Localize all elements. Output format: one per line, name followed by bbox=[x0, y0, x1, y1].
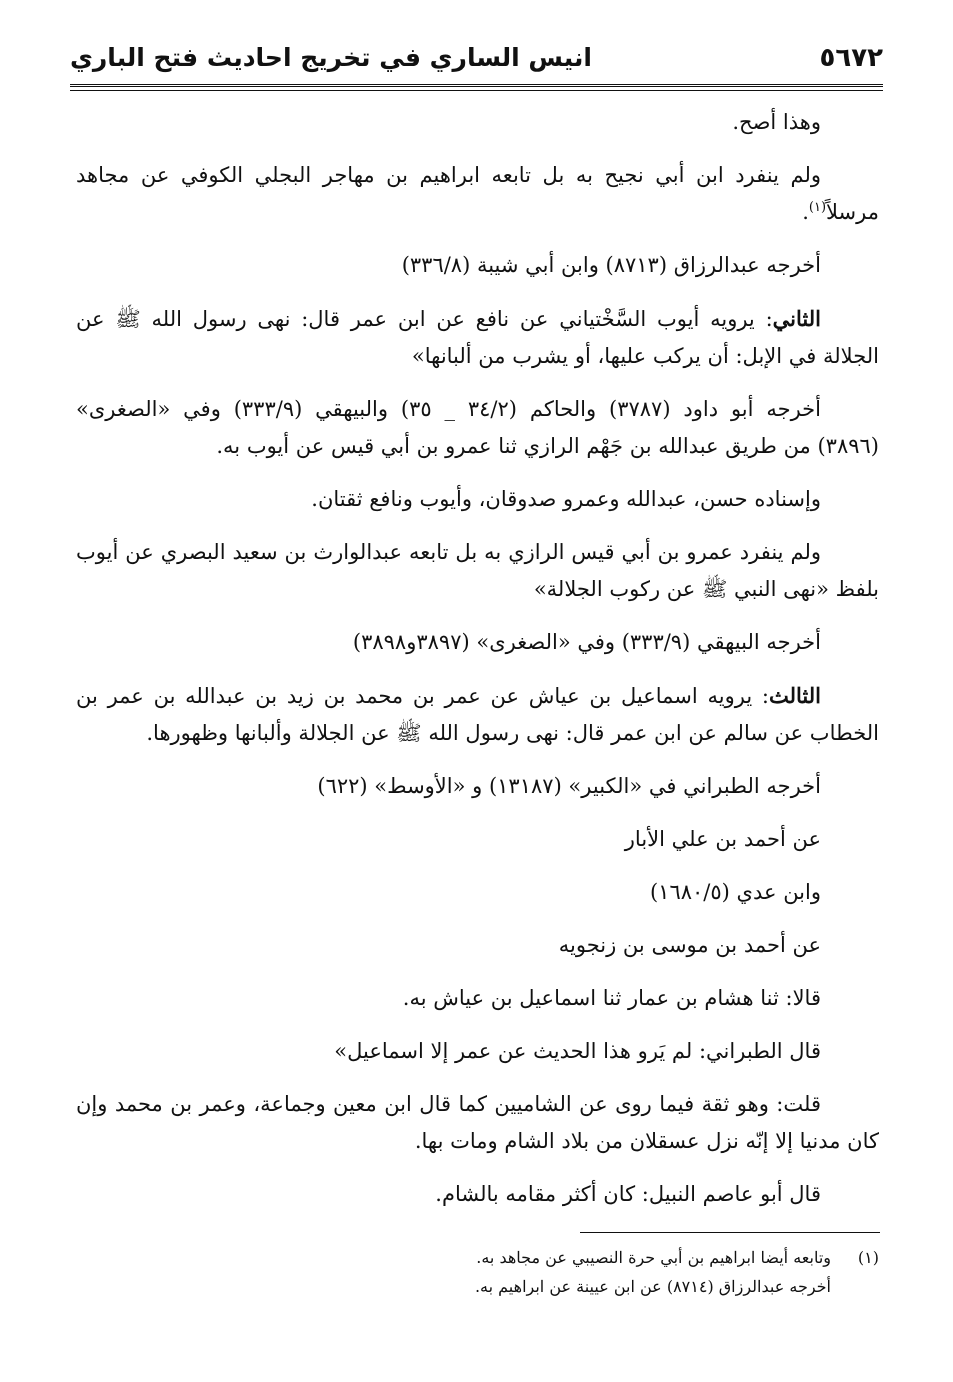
footnote-ref[interactable]: (١) bbox=[808, 200, 827, 215]
page-header bbox=[70, 38, 883, 82]
footnote-number: (١) bbox=[857, 1248, 879, 1267]
paragraph-15: قال الطبراني: لم يَرو هذا الحديث عن عمر إلا اسماعيل» bbox=[334, 1039, 821, 1063]
footnote-1: (١)وتابعه أيضا ابراهيم بن أبي حرة النصيبي عن مجاهد به. bbox=[120, 1243, 879, 1272]
running-title: انيس الساري في تخريج احاديث فتح الباري bbox=[70, 43, 592, 72]
paragraph-13: عن أحمد بن موسى بن زنجويه bbox=[558, 933, 821, 957]
paragraph-4: الثاني: يرويه أيوب السَّخْتياني عن نافع عن ابن عمر قال: نهى رسول الله ﷺ عن الجلالة في الإبل: أن يركب عليها، أو يشرب من ألبانها» bbox=[76, 306, 879, 368]
footnote-1-continued: أخرجه عبدالرزاق (٨٧١٤) عن ابن عيينة عن ابراهيم به. bbox=[474, 1277, 831, 1296]
paragraph-10: أخرجه الطبراني في «الكبير» (١٣١٨٧) و «الأوسط» (٦٢٢) bbox=[317, 774, 821, 798]
paragraph-12: وابن عدي (١٦٨٠/٥) bbox=[649, 880, 821, 904]
paragraph-1: وهذا أصح. bbox=[732, 110, 821, 134]
paragraph-11: عن أحمد بن علي الأبار bbox=[624, 827, 821, 851]
paragraph-3: أخرجه عبدالرزاق (٨٧١٣) وابن أبي شيبة (٣٣٦/٨) bbox=[401, 253, 821, 277]
footnotes bbox=[120, 1243, 879, 1301]
paragraph-9: الثالث: يرويه اسماعيل بن عياش عن عمر بن محمد بن زيد بن عبدالله بن عمر بن الخطاب عن سالم عن ابن عمر قال: نهى رسول الله ﷺ عن الجلالة وألبانها وظهورها. bbox=[76, 683, 879, 745]
main-text bbox=[76, 104, 879, 1229]
footnote-separator bbox=[580, 1232, 880, 1233]
paragraph-7: ولم ينفرد عمرو بن أبي قيس الرازي به بل تابعه عبدالوارث بن سعيد البصري عن أيوب بلفظ «نهى النبي ﷺ عن ركوب الجلالة» bbox=[76, 540, 879, 601]
paragraph-6: وإسناده حسن، عبدالله وعمرو صدوقان، وأيوب ونافع ثقتان. bbox=[311, 487, 821, 511]
paragraph-17: قال أبو عاصم النبيل: كان أكثر مقامه بالشام. bbox=[435, 1182, 821, 1206]
paragraph-5: أخرجه أبو داود (٣٧٨٧) والحاكم (٣٤/٢ _ ٣٥) والبيهقي (٣٣٣/٩) وفي «الصغرى» (٣٨٩٦) من طريق عبدالله بن جَهْم الرازي ثنا عمرو بن أبي قيس عن أيوب به. bbox=[76, 397, 879, 458]
paragraph-2: ولم ينفرد ابن أبي نجيح به بل تابعه ابراهيم بن مهاجر البجلي الكوفي عن مجاهد مرسلاً$^{(١)}$. bbox=[76, 163, 879, 224]
header-rule bbox=[70, 84, 883, 91]
page-number: ٥٦٧٢ bbox=[819, 43, 883, 73]
section-lead-second: الثاني bbox=[772, 306, 821, 331]
paragraph-16: قلت: وهو ثقة فيما روى عن الشاميين كما قال ابن معين وجماعة، وعمر بن محمد وإن كان مدنيا إلا إنّه نزل عسقلان من بلاد الشام ومات بها. bbox=[76, 1092, 879, 1153]
section-lead-third: الثالث bbox=[769, 683, 821, 708]
paragraph-14: قالا: ثنا هشام بن عمار ثنا اسماعيل بن عياش به. bbox=[402, 986, 821, 1010]
paragraph-8: أخرجه البيهقي (٣٣٣/٩) وفي «الصغرى» (٣٨٩٧و٣٨٩٨) bbox=[352, 630, 821, 654]
